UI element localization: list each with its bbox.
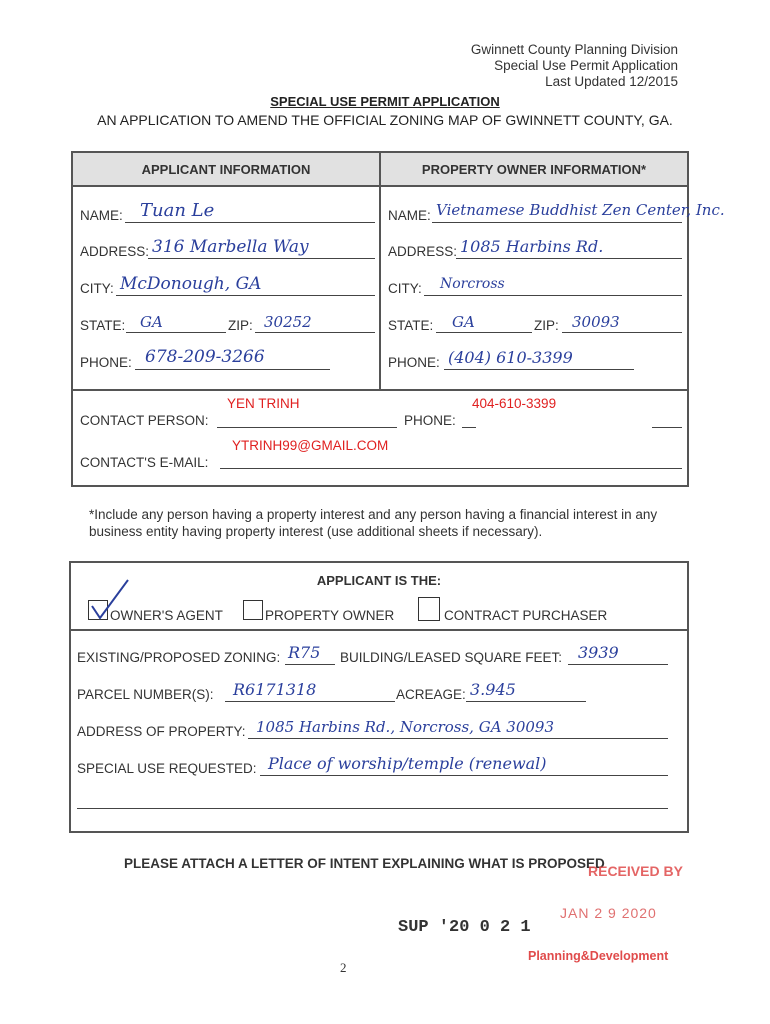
acreage-line — [466, 701, 586, 702]
applicant-name-field[interactable]: Tuan Le — [140, 200, 215, 221]
owner-zip-label: ZIP: — [534, 318, 559, 333]
special-use-line — [260, 775, 668, 776]
owner-city-label: CITY: — [388, 281, 422, 296]
contact-person-label: CONTACT PERSON: — [80, 413, 209, 428]
form-title: SPECIAL USE PERMIT APPLICATION — [270, 94, 500, 109]
applicant-address-field[interactable]: 316 Marbella Way — [152, 237, 309, 257]
acreage-label: ACREAGE: — [396, 687, 466, 702]
owner-name-field[interactable]: Vietnamese Buddhist Zen Center, Inc. — [436, 201, 725, 219]
applicant-state-label: STATE: — [80, 318, 126, 333]
special-use-label: SPECIAL USE REQUESTED: — [77, 761, 257, 776]
document-header — [471, 42, 678, 90]
applicant-name-line — [125, 222, 375, 223]
received-stamp: RECEIVED BY — [588, 863, 683, 879]
contact-phone-line-a — [462, 427, 476, 428]
owner-state-label: STATE: — [388, 318, 434, 333]
header-form-name: Special Use Permit Application — [494, 58, 678, 73]
owner-phone-field[interactable]: (404) 610-3399 — [448, 348, 573, 367]
contact-phone-label: PHONE: — [404, 413, 456, 428]
contact-person-line — [217, 427, 397, 428]
case-number: SUP '20 0 2 1 — [398, 918, 531, 937]
column-divider — [379, 153, 381, 389]
special-use-field[interactable]: Place of worship/temple (renewal) — [268, 754, 547, 773]
owner-city-field[interactable]: Norcross — [440, 276, 505, 292]
owners-agent-label: OWNER'S AGENT — [110, 608, 223, 623]
parcel-label: PARCEL NUMBER(S): — [77, 687, 214, 702]
received-date: JAN 2 9 2020 — [560, 905, 657, 921]
owner-phone-line — [444, 369, 634, 370]
applicant-address-label: ADDRESS: — [80, 244, 150, 259]
owner-name-label: NAME: — [388, 208, 431, 223]
contact-phone-line-b — [652, 427, 682, 428]
acreage-field[interactable]: 3.945 — [470, 680, 516, 699]
applicant-heading: APPLICANT INFORMATION — [141, 162, 311, 177]
property-address-line — [248, 738, 668, 739]
applicant-state-line — [126, 332, 226, 333]
owner-address-line — [456, 258, 682, 259]
applicant-type-divider — [71, 629, 687, 631]
applicant-name-label: NAME: — [80, 208, 123, 223]
owner-state-line — [436, 332, 532, 333]
sqft-label: BUILDING/LEASED SQUARE FEET: — [340, 650, 563, 665]
header-updated: Last Updated 12/2015 — [545, 74, 678, 89]
page-number: 2 — [340, 960, 347, 975]
contract-purchaser-label: CONTRACT PURCHASER — [444, 608, 608, 623]
zoning-field[interactable]: R75 — [288, 643, 321, 662]
applicant-city-line — [116, 295, 375, 296]
applicant-address-line — [148, 258, 375, 259]
extra-line — [77, 808, 668, 809]
contact-phone-field[interactable]: 404-610-3399 — [472, 396, 557, 411]
applicant-phone-label: PHONE: — [80, 355, 132, 370]
contact-divider — [73, 389, 687, 391]
owner-zip-line — [562, 332, 682, 333]
contact-person-field[interactable]: YEN TRINH — [227, 396, 300, 411]
contact-email-line — [220, 468, 682, 469]
sqft-field[interactable]: 3939 — [578, 643, 619, 662]
header-division: Gwinnett County Planning Division — [470, 42, 678, 57]
applicant-state-field[interactable]: GA — [140, 313, 163, 331]
applicant-type-heading: APPLICANT IS THE: — [316, 573, 442, 588]
contract-purchaser-checkbox[interactable] — [418, 597, 440, 621]
zoning-label: EXISTING/PROPOSED ZONING: — [77, 650, 281, 665]
applicant-zip-line — [255, 332, 375, 333]
zoning-line — [285, 664, 335, 665]
property-address-label: ADDRESS OF PROPERTY: — [77, 724, 246, 739]
applicant-phone-line — [135, 369, 330, 370]
planning-stamp: Planning&Development — [528, 949, 669, 963]
applicant-phone-field[interactable]: 678-209-3266 — [145, 347, 265, 367]
owner-phone-label: PHONE: — [388, 355, 440, 370]
sqft-line — [568, 664, 668, 665]
parcel-field[interactable]: R6171318 — [233, 680, 317, 699]
applicant-city-label: CITY: — [80, 281, 114, 296]
owner-zip-field[interactable]: 30093 — [572, 313, 620, 331]
property-owner-label: PROPERTY OWNER — [265, 608, 395, 623]
applicant-zip-field[interactable]: 30252 — [264, 313, 312, 331]
property-address-field[interactable]: 1085 Harbins Rd., Norcross, GA 30093 — [256, 718, 555, 736]
owner-state-field[interactable]: GA — [452, 313, 475, 331]
footnote: *Include any person having a property interest and any person having a financial interest in any business entity having property interest (use additional sheets if necessary). — [89, 507, 658, 539]
owner-address-label: ADDRESS: — [388, 244, 458, 259]
owner-address-field[interactable]: 1085 Harbins Rd. — [460, 237, 604, 256]
contact-email-label: CONTACT'S E-MAIL: — [80, 455, 209, 470]
contact-email-field[interactable]: YTRINH99@GMAIL.COM — [232, 438, 389, 453]
owner-name-line — [432, 222, 682, 223]
attach-letter-note: PLEASE ATTACH A LETTER OF INTENT EXPLAINING WHAT IS PROPOSED — [124, 856, 605, 871]
owner-heading: PROPERTY OWNER INFORMATION* — [421, 162, 647, 177]
applicant-zip-label: ZIP: — [228, 318, 253, 333]
form-subtitle: AN APPLICATION TO AMEND THE OFFICIAL ZONING MAP OF GWINNETT COUNTY, GA. — [97, 112, 673, 128]
parcel-line — [225, 701, 395, 702]
property-owner-checkbox[interactable] — [243, 600, 263, 620]
applicant-city-field[interactable]: McDonough, GA — [120, 274, 262, 294]
owner-city-line — [424, 295, 682, 296]
